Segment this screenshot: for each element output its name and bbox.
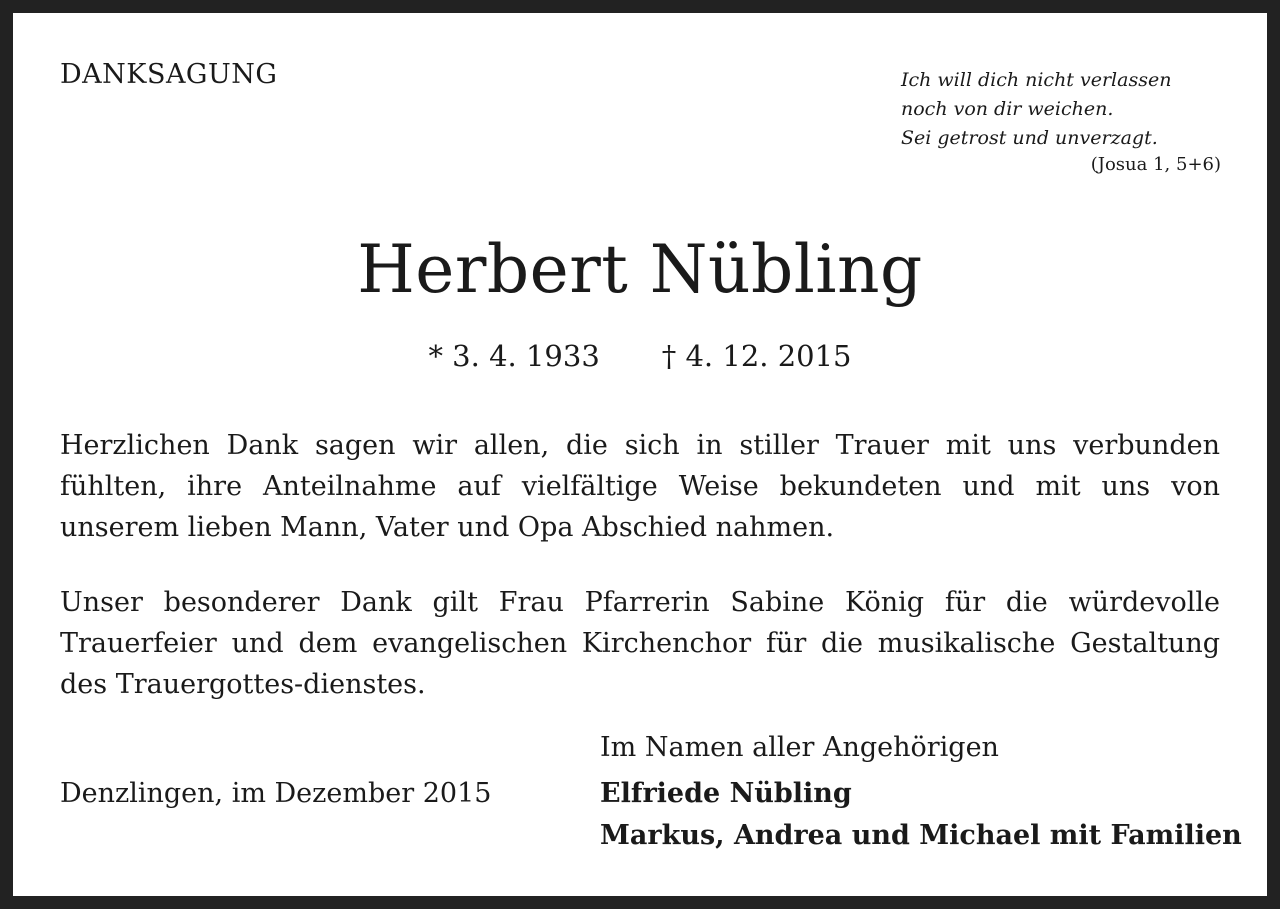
signer-name: Elfriede Nübling [600, 778, 852, 809]
signer-name: Markus, Andrea und Michael mit Familien [600, 820, 1242, 851]
life-dates [13, 339, 1267, 373]
bible-verse [901, 66, 1221, 179]
birth-date: * 3. 4. 1933 [428, 339, 600, 373]
death-date: † 4. 12. 2015 [661, 339, 852, 373]
place-date: Denzlingen, im Dezember 2015 [60, 778, 492, 809]
verse-line: noch von dir weichen. [901, 98, 1114, 120]
verse-line: Ich will dich nicht verlassen [901, 69, 1172, 91]
closing-line: Im Namen aller Angehörigen [600, 732, 999, 763]
death-notice [13, 13, 1267, 896]
deceased-name: Herbert Nübling [357, 231, 923, 308]
notice-heading: DANKSAGUNG [60, 59, 278, 90]
verse-reference: (Josua 1, 5+6) [1090, 154, 1221, 175]
special-thanks-paragraph: Unser besonderer Dank gilt Frau Pfarrerin Sabine König für die würdevolle Trauerfeier und dem evangelischen Kirchenchor für die musikalische Gestaltung des Trauergottes-dienstes. [60, 587, 1220, 700]
verse-line: Sei getrost und unverzagt. [901, 127, 1158, 149]
thanks-paragraph: Herzlichen Dank sagen wir allen, die sich in stiller Trauer mit uns verbunden fühlten, ihre Anteilnahme auf vielfältige Weise bekundeten und mit uns von unserem lieben Mann, Vater und Opa Abschied nahmen. [60, 430, 1220, 543]
